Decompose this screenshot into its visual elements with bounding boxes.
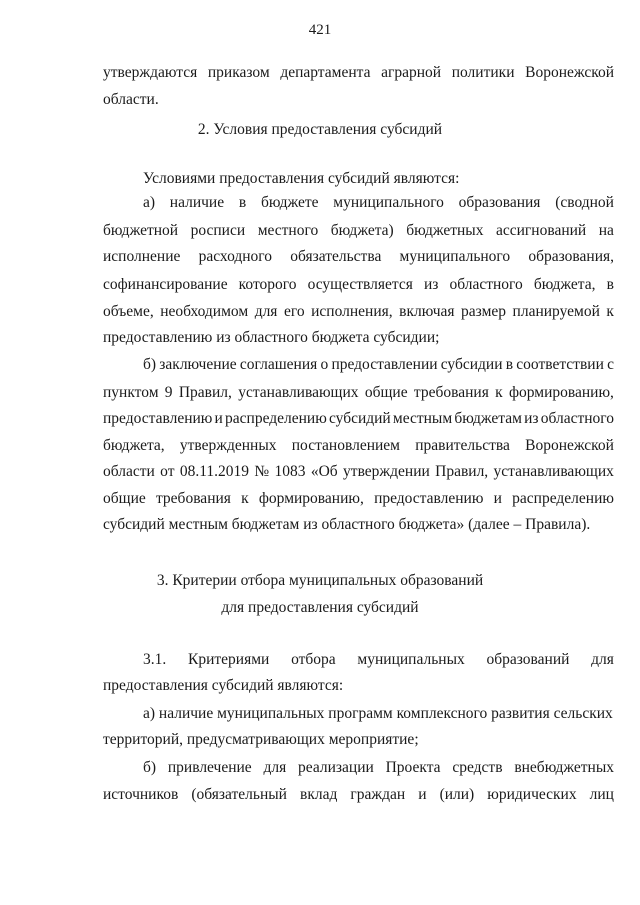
text-line	[103, 247, 614, 267]
word: общие	[103, 490, 146, 507]
word: включая	[399, 303, 455, 320]
word: (сводной	[555, 194, 614, 211]
word: о	[320, 356, 329, 373]
section-heading: для предоставления субсидий	[221, 599, 419, 616]
text-line	[103, 785, 614, 805]
word: исполнение	[103, 248, 181, 265]
word: распределению	[512, 490, 614, 507]
word: местным	[392, 410, 453, 427]
word: б)	[143, 356, 157, 373]
word: политики	[451, 64, 515, 81]
word: бюджетной	[103, 222, 179, 239]
word: муниципального	[399, 248, 511, 265]
word: объеме,	[103, 303, 154, 320]
word: №	[254, 463, 270, 480]
word: лиц	[589, 786, 614, 803]
word: предоставлению	[103, 410, 213, 427]
text-line	[103, 302, 614, 322]
word: с	[607, 356, 614, 373]
word: от	[160, 463, 175, 480]
word: утвержденных	[179, 437, 277, 454]
word: приказом	[207, 64, 270, 81]
word: местного	[257, 222, 319, 239]
word: бюджетам	[454, 410, 522, 427]
word: правительства	[415, 437, 510, 454]
text-line	[103, 489, 614, 509]
word: юридических	[487, 786, 577, 803]
word: устанавливающих	[238, 384, 359, 401]
word: формированию,	[508, 384, 614, 401]
word: которого	[238, 276, 297, 293]
word: Критериями	[188, 651, 270, 668]
word: и	[493, 490, 502, 507]
word: бюджета)	[330, 222, 394, 239]
word: образования,	[528, 248, 614, 265]
word: 1083	[274, 463, 306, 480]
text-line	[103, 436, 614, 456]
word: реализации	[298, 759, 374, 776]
word: б)	[143, 759, 157, 776]
text-line: предоставлению из областного бюджета субсидии;	[103, 329, 440, 346]
text-line	[103, 275, 614, 295]
text-line: субсидий местным бюджетам из областного бюджета» (далее – Правила).	[103, 516, 591, 533]
word: граждан	[350, 786, 406, 803]
word: в	[606, 276, 614, 293]
word: «Об	[310, 463, 338, 480]
text-line	[103, 409, 614, 429]
word: устанавливающих	[493, 463, 614, 480]
word: а)	[143, 194, 156, 211]
word: ассигнований	[496, 222, 587, 239]
word: бюджета,	[533, 276, 596, 293]
word: из	[524, 410, 539, 427]
word: Проекта	[385, 759, 441, 776]
word: внебюджетных	[514, 759, 614, 776]
word: требования	[155, 490, 231, 507]
word: и	[418, 786, 427, 803]
page-number: 421	[308, 22, 332, 38]
word: областного	[540, 410, 614, 427]
word: департамента	[280, 64, 371, 81]
word: софинансирование	[103, 276, 228, 293]
word: в	[505, 356, 514, 373]
word: обязательства	[290, 248, 382, 265]
word: из	[423, 276, 439, 293]
word: требования	[413, 384, 489, 401]
word: субсидий	[328, 410, 391, 427]
text-line	[143, 650, 614, 670]
text-line: предоставления субсидий являются:	[103, 677, 344, 694]
text-line	[103, 383, 614, 403]
word: субсидии	[440, 356, 503, 373]
word: 9	[164, 384, 173, 401]
word: муниципальных	[357, 651, 465, 668]
word: образований	[486, 651, 570, 668]
word: росписи	[190, 222, 246, 239]
word: 08.11.2019	[179, 463, 250, 480]
word: на	[598, 222, 614, 239]
word: постановлением	[291, 437, 400, 454]
word: в	[238, 194, 247, 211]
word: Воронежской	[525, 437, 614, 454]
word: Воронежской	[525, 64, 614, 81]
word: необходимом	[160, 303, 249, 320]
word: бюджете	[260, 194, 319, 211]
word: формированию,	[258, 490, 364, 507]
word: Правил,	[178, 384, 232, 401]
word: к	[606, 303, 614, 320]
text-line: территорий, предусматривающих мероприятие;	[103, 731, 419, 748]
word: средств	[452, 759, 503, 776]
word: бюджетных	[406, 222, 484, 239]
word: аграрной	[381, 64, 442, 81]
word: привлечение	[167, 759, 252, 776]
text-line: области.	[103, 91, 159, 108]
word: бюджета,	[103, 437, 165, 454]
word: 3.1.	[143, 651, 167, 668]
word: пунктом	[103, 384, 159, 401]
text-line	[103, 63, 614, 83]
word: общие	[364, 384, 408, 401]
word: Правил,	[435, 463, 489, 480]
word: образования	[458, 194, 541, 211]
word: утверждаются	[103, 64, 198, 81]
section-heading: 2. Условия предоставления субсидий	[197, 121, 443, 138]
word: утверждении	[343, 463, 430, 480]
word: отбора	[291, 651, 336, 668]
word: соответствии	[516, 356, 604, 373]
word: распределению	[225, 410, 327, 427]
word: источников	[103, 786, 179, 803]
word: наличие	[169, 194, 225, 211]
word: размер	[461, 303, 507, 320]
word: осуществляется	[307, 276, 413, 293]
word: к	[495, 384, 503, 401]
word: областного	[449, 276, 523, 293]
word: соглашения	[239, 356, 318, 373]
word: планируемой	[512, 303, 600, 320]
text-line	[143, 758, 614, 778]
section-heading: 3. Критерии отбора муниципальных образований	[156, 572, 484, 589]
text-line: Условиями предоставления субсидий являются:	[143, 170, 460, 187]
word: исполнения,	[311, 303, 393, 320]
text-line	[143, 193, 614, 213]
word: для	[263, 759, 287, 776]
word: области	[103, 463, 155, 480]
word: предоставлению	[374, 490, 484, 507]
word: муниципального	[333, 194, 444, 211]
word: расходного	[198, 248, 273, 265]
text-line	[103, 221, 614, 241]
text-line: а) наличие муниципальных программ комплексного развития сельских	[143, 705, 613, 722]
word: (или)	[439, 786, 475, 803]
text-line	[103, 462, 614, 482]
word: его	[283, 303, 305, 320]
word: предоставлении	[331, 356, 438, 373]
word: для	[254, 303, 278, 320]
word: (обязательный	[191, 786, 287, 803]
word: для	[591, 651, 614, 668]
word: к	[241, 490, 249, 507]
word: заключение	[159, 356, 237, 373]
text-line	[143, 355, 614, 375]
word: и	[214, 410, 223, 427]
word: вклад	[300, 786, 338, 803]
